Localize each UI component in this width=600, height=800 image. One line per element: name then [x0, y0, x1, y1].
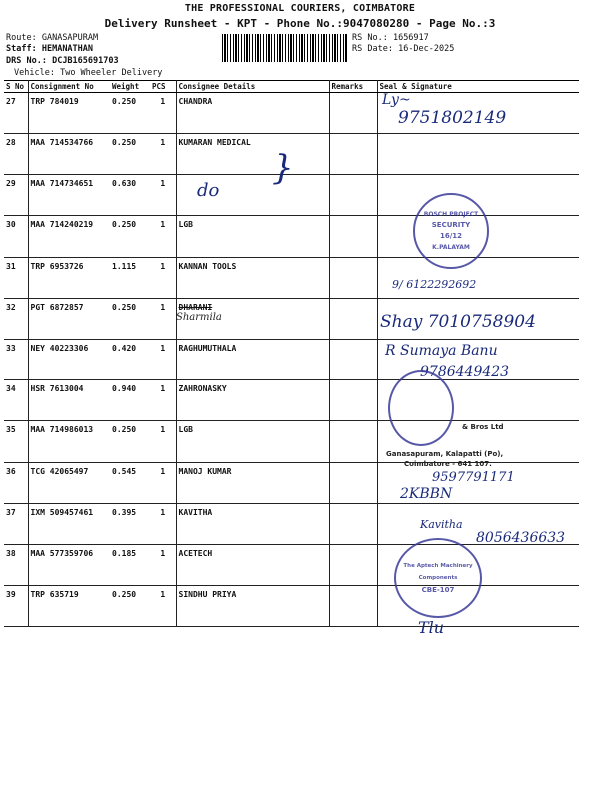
- col-header-consignment: Consignment No: [28, 81, 110, 93]
- cell-weight: 1.115: [110, 258, 150, 299]
- cell-sno: 27: [4, 93, 28, 134]
- drs-label: DRS No.:: [6, 56, 47, 66]
- cell-sno: 36: [4, 463, 28, 504]
- cell-consignment: IXM 509457461: [28, 504, 110, 545]
- cell-sno: 32: [4, 299, 28, 340]
- cell-sno: 35: [4, 421, 28, 463]
- cell-consignee: ACETECH: [176, 545, 329, 586]
- drs-value: DCJB165691703: [52, 56, 119, 66]
- cell-sno: 31: [4, 258, 28, 299]
- cell-pcs: 1: [150, 545, 176, 586]
- handwritten-39: Tlu: [418, 618, 445, 637]
- cell-sno: 33: [4, 340, 28, 380]
- cell-consignee: LGB: [176, 421, 329, 463]
- cell-pcs: 1: [150, 421, 176, 463]
- cell-consignment: MAA 714734651: [28, 175, 110, 216]
- rs-date-label: RS Date:: [352, 44, 393, 54]
- stamp-38-mid: CBE-107: [421, 586, 455, 594]
- rs-date-field: [352, 44, 454, 54]
- cell-consignee: RAGHUMUTHALA: [176, 340, 329, 380]
- cell-consignment: NEY 40223306: [28, 340, 110, 380]
- rs-no-field: [352, 33, 429, 43]
- vehicle-label: Vehicle:: [14, 68, 55, 78]
- cell-pcs: 1: [150, 299, 176, 340]
- cell-consignee: ZAHRONASKY: [176, 380, 329, 421]
- cell-pcs: 1: [150, 216, 176, 258]
- handwritten-phone-37: 8056436633: [476, 530, 566, 546]
- handwritten-phone-31: 9/ 6122292692: [392, 278, 477, 291]
- signature-27: Ly~: [382, 92, 411, 108]
- cell-sno: 38: [4, 545, 28, 586]
- cell-pcs: 1: [150, 93, 176, 134]
- cell-consignment: PGT 6872857: [28, 299, 110, 340]
- cell-remarks: [329, 299, 377, 340]
- vehicle-value: Two Wheeler Delivery: [60, 68, 163, 78]
- col-header-remarks: Remarks: [329, 81, 377, 93]
- cell-pcs: 1: [150, 175, 176, 216]
- cell-consignment: MAA 714240219: [28, 216, 110, 258]
- stamp-30-date: 16/12: [439, 232, 463, 240]
- cell-consignee: LGB: [176, 216, 329, 258]
- cell-weight: 0.420: [110, 340, 150, 380]
- aptech-stamp: [394, 538, 482, 618]
- stamp-35-line2: Ganasapuram, Kalapatti (Po),: [386, 450, 504, 458]
- cell-weight: 0.395: [110, 504, 150, 545]
- route-label: Route:: [6, 33, 37, 43]
- cell-consignment: TRP 6953726: [28, 258, 110, 299]
- cell-remarks: [329, 586, 377, 627]
- stamp-38-top: The Aptech Machinery Components: [403, 563, 473, 581]
- cell-weight: 0.940: [110, 380, 150, 421]
- stamp-35-line1: & Bros Ltd: [462, 423, 504, 431]
- cell-remarks: [329, 134, 377, 175]
- cell-remarks: [329, 545, 377, 586]
- cell-consignment: TCG 42065497: [28, 463, 110, 504]
- col-header-sno: S No: [4, 81, 28, 93]
- rs-no-value: 1656917: [392, 33, 429, 43]
- cell-pcs: 1: [150, 380, 176, 421]
- cell-consignee: MANOJ KUMAR: [176, 463, 329, 504]
- cell-remarks: [329, 504, 377, 545]
- staff-value: HEMANATHAN: [41, 44, 94, 54]
- cell-consignee: KAVITHA: [176, 504, 329, 545]
- rs-no-label: RS No.:: [352, 33, 388, 43]
- drs-field: [6, 56, 119, 66]
- cell-remarks: [329, 258, 377, 299]
- cell-consignment: HSR 7613004: [28, 380, 110, 421]
- cell-pcs: 1: [150, 134, 176, 175]
- table-row: [4, 216, 579, 258]
- cell-pcs: 1: [150, 258, 176, 299]
- col-header-signature: Seal & Signature: [377, 81, 579, 93]
- cell-sno: 30: [4, 216, 28, 258]
- table-row: [4, 545, 579, 586]
- route-value: GANASAPURAM: [41, 33, 99, 43]
- cell-consignee: KUMARAN MEDICAL: [176, 134, 329, 175]
- stamp-30-bottom: K.PALAYAM: [432, 244, 470, 251]
- cell-consignee: CHANDRA: [176, 93, 329, 134]
- handwritten-code-36: 2KBBN: [400, 486, 453, 502]
- rs-date-value: 16-Dec-2025: [398, 44, 455, 54]
- cell-weight: 0.545: [110, 463, 150, 504]
- cell-remarks: [329, 216, 377, 258]
- col-header-consignee: Consignee Details: [176, 81, 329, 93]
- barcode-image: [222, 34, 348, 62]
- cell-weight: 0.630: [110, 175, 150, 216]
- cell-remarks: [329, 380, 377, 421]
- cell-consignee: KANNAN TOOLS: [176, 258, 329, 299]
- cell-pcs: 1: [150, 463, 176, 504]
- handwritten-phone-33: 9786449423: [420, 364, 510, 380]
- company-name: THE PROFESSIONAL COURIERS, COIMBATORE: [184, 3, 416, 14]
- cell-consignee: DHARANI: [176, 299, 329, 340]
- stamp-30-mid: SECURITY: [431, 221, 471, 229]
- cell-sno: 28: [4, 134, 28, 175]
- cell-signature: [377, 134, 579, 175]
- table-row: [4, 258, 579, 299]
- vehicle-field: [14, 68, 162, 78]
- cell-sno: 34: [4, 380, 28, 421]
- table-row: [4, 380, 579, 421]
- cell-weight: 0.250: [110, 134, 150, 175]
- cell-remarks: [329, 340, 377, 380]
- handwritten-phone-32: Shay 7010758904: [380, 312, 536, 332]
- cell-weight: 0.185: [110, 545, 150, 586]
- handwritten-phone-36: 9597791171: [432, 470, 515, 485]
- cell-consignee: SINDHU PRIYA: [176, 586, 329, 627]
- cell-remarks: [329, 463, 377, 504]
- cell-consignment: MAA 714534766: [28, 134, 110, 175]
- cell-remarks: [329, 421, 377, 463]
- cell-consignment: TRP 784019: [28, 93, 110, 134]
- handwritten-name-32: Sharmila: [176, 312, 222, 323]
- staff-label: Staff:: [6, 44, 37, 54]
- security-stamp: [413, 193, 489, 269]
- cell-pcs: 1: [150, 340, 176, 380]
- cell-weight: 0.250: [110, 216, 150, 258]
- handwritten-name-33: R Sumaya Banu: [385, 343, 498, 359]
- cell-consignment: MAA 714986013: [28, 421, 110, 463]
- cell-sno: 39: [4, 586, 28, 627]
- cell-sno: 37: [4, 504, 28, 545]
- staff-field: [6, 44, 93, 54]
- cell-consignment: TRP 635719: [28, 586, 110, 627]
- handwritten-ditto-29: do: [197, 180, 220, 201]
- page-title: Delivery Runsheet - KPT - Phone No.:9047080280 - Page No.:3: [104, 17, 496, 30]
- cell-pcs: 1: [150, 504, 176, 545]
- handwritten-phone-27: 9751802149: [398, 108, 507, 128]
- cell-weight: 0.250: [110, 93, 150, 134]
- stamp-30-top: BOSCH PROJECT: [423, 211, 479, 218]
- cell-pcs: 1: [150, 586, 176, 627]
- cell-weight: 0.250: [110, 586, 150, 627]
- cell-weight: 0.250: [110, 421, 150, 463]
- cell-sno: 29: [4, 175, 28, 216]
- cell-weight: 0.250: [110, 299, 150, 340]
- route-field: [6, 33, 98, 43]
- cell-consignment: MAA 577359706: [28, 545, 110, 586]
- cell-remarks: [329, 93, 377, 134]
- table-header-row: [4, 81, 579, 93]
- cell-remarks: [329, 175, 377, 216]
- company-round-stamp: [388, 370, 454, 446]
- stamp-35-line3: Coimbatore - 641 107.: [404, 460, 492, 468]
- col-header-pcs: PCS: [150, 81, 176, 93]
- table-row: [4, 586, 579, 627]
- signature-28: }: [272, 148, 294, 188]
- handwritten-name-37: Kavitha: [420, 518, 463, 531]
- col-header-weight: Weight: [110, 81, 150, 93]
